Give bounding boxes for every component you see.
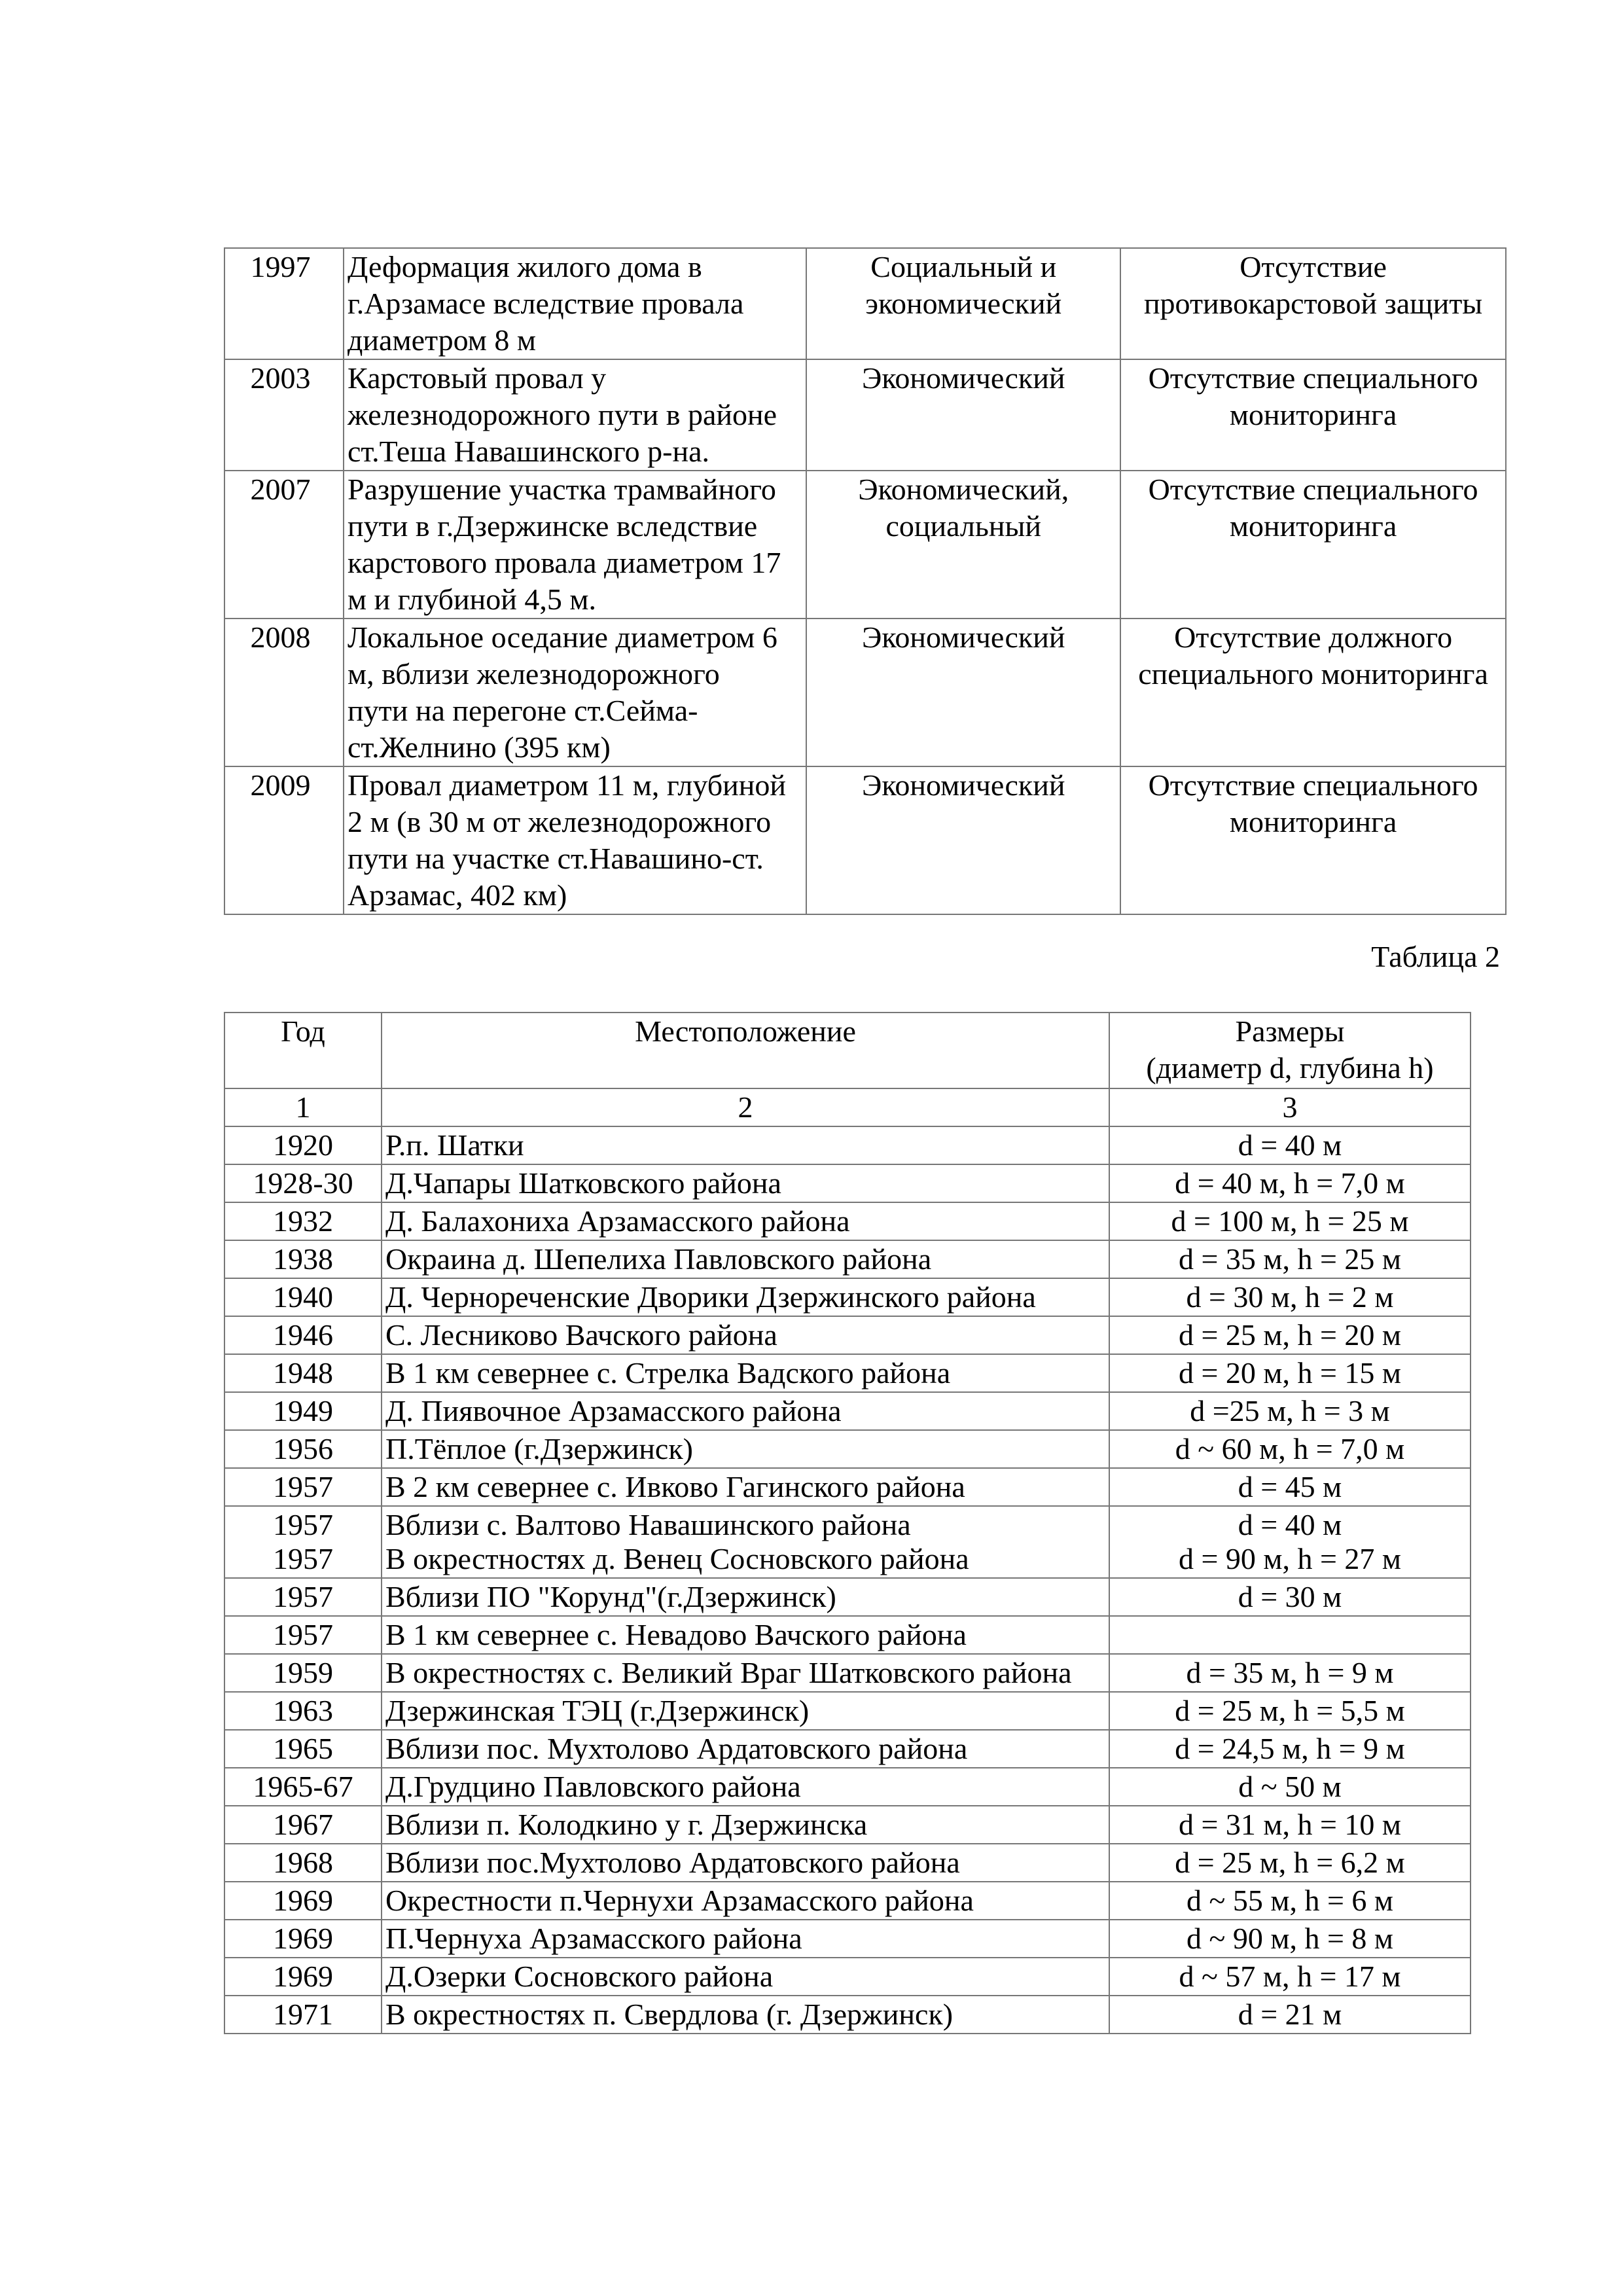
sinkhole-size: d ~ 90 м, h = 8 м [1109, 1920, 1471, 1958]
column-number: 3 [1109, 1088, 1471, 1126]
sinkhole-size: d = 35 м, h = 9 м [1109, 1654, 1471, 1692]
sinkhole-location: Вблизи ПО "Корунд"(г.Дзержинск) [382, 1578, 1109, 1616]
sinkhole-year: 1969 [224, 1920, 382, 1958]
sinkhole-size: d = 25 м, h = 6,2 м [1109, 1844, 1471, 1882]
sinkhole-location: Дзержинская ТЭЦ (г.Дзержинск) [382, 1692, 1109, 1730]
incident-damage-type: Социальный и экономический [806, 248, 1120, 359]
sinkhole-location: Вблизи пос.Мухтолово Ардатовского района [382, 1844, 1109, 1882]
sinkhole-location: Д.Чапары Шатковского района [382, 1164, 1109, 1202]
sinkhole-location: П.Чернуха Арзамасского района [382, 1920, 1109, 1958]
sinkhole-size: d = 30 м [1109, 1578, 1471, 1616]
sinkhole-row [224, 1354, 1471, 1392]
sinkhole-year: 1969 [224, 1958, 382, 1996]
sinkhole-row [224, 1578, 1471, 1616]
incident-description: Деформация жилого дома в г.Арзамасе вследствие провала диаметром 8 м [344, 248, 806, 359]
incident-year: 2007 [224, 471, 344, 619]
sinkhole-year: 1956 [224, 1430, 382, 1468]
incident-cause: Отсутствие специального мониторинга [1120, 359, 1506, 471]
sinkhole-size: d = 25 м, h = 5,5 м [1109, 1692, 1471, 1730]
sinkhole-location: Вблизи с. Валтово Навашинского района В окрестностях д. Венец Сосновского района [382, 1506, 1109, 1578]
header-year: Год [224, 1013, 382, 1088]
sinkhole-year: 1957 [224, 1616, 382, 1654]
incident-cause: Отсутствие специального мониторинга [1120, 766, 1506, 914]
sinkhole-location: В 1 км севернее с. Стрелка Вадского района [382, 1354, 1109, 1392]
sinkhole-location: Р.п. Шатки [382, 1126, 1109, 1164]
sinkhole-year: 1963 [224, 1692, 382, 1730]
incident-cause: Отсутствие противокарстовой защиты [1120, 248, 1506, 359]
incident-description: Провал диаметром 11 м, глубиной 2 м (в 30 м от железнодорожного пути на участке ст.Навашино-ст. Арзамас, 402 км) [344, 766, 806, 914]
sinkhole-size: d = 40 м, h = 7,0 м [1109, 1164, 1471, 1202]
sinkhole-row [224, 1730, 1471, 1768]
sinkhole-size: d = 24,5 м, h = 9 м [1109, 1730, 1471, 1768]
sinkhole-row [224, 1278, 1471, 1316]
sinkhole-row [224, 1392, 1471, 1430]
incident-year: 2003 [224, 359, 344, 471]
incident-year: 1997 [224, 248, 344, 359]
sinkhole-row [224, 1202, 1471, 1240]
incident-damage-type: Экономический [806, 359, 1120, 471]
sinkhole-year: 1971 [224, 1996, 382, 2034]
incident-year: 2008 [224, 619, 344, 766]
sinkhole-location: Вблизи п. Колодкино у г. Дзержинска [382, 1806, 1109, 1844]
sinkhole-year: 1967 [224, 1806, 382, 1844]
sinkhole-year: 1946 [224, 1316, 382, 1354]
sinkhole-location: Вблизи пос. Мухтолово Ардатовского района [382, 1730, 1109, 1768]
sinkhole-row [224, 1806, 1471, 1844]
incident-damage-type: Экономический [806, 619, 1120, 766]
sinkhole-location: Окраина д. Шепелиха Павловского района [382, 1240, 1109, 1278]
sinkhole-size: d = 20 м, h = 15 м [1109, 1354, 1471, 1392]
incident-row [224, 471, 1506, 619]
sinkhole-year: 1957 [224, 1468, 382, 1506]
header-size: Размеры (диаметр d, глубина h) [1109, 1013, 1471, 1088]
sinkhole-size: d = 100 м, h = 25 м [1109, 1202, 1471, 1240]
sinkhole-location: В окрестностях п. Свердлова (г. Дзержинск) [382, 1996, 1109, 2034]
sinkhole-location: Д. Чернореченские Дворики Дзержинского района [382, 1278, 1109, 1316]
sinkhole-row [224, 1316, 1471, 1354]
sinkhole-row [224, 1126, 1471, 1164]
sinkhole-size: d = 45 м [1109, 1468, 1471, 1506]
incident-row [224, 619, 1506, 766]
sinkhole-row [224, 1468, 1471, 1506]
sinkhole-location: Д. Пиявочное Арзамасского района [382, 1392, 1109, 1430]
incident-row [224, 359, 1506, 471]
sinkhole-location: В 2 км севернее с. Ивково Гагинского района [382, 1468, 1109, 1506]
sinkhole-location: Д. Балахониха Арзамасского района [382, 1202, 1109, 1240]
sinkhole-size [1109, 1616, 1471, 1654]
sinkhole-year: 1957 1957 [224, 1506, 382, 1578]
sinkhole-year: 1938 [224, 1240, 382, 1278]
table-caption: Таблица 2 [1371, 940, 1500, 973]
sinkhole-year: 1932 [224, 1202, 382, 1240]
incidents-table-body [224, 248, 1506, 914]
sinkhole-size: d ~ 50 м [1109, 1768, 1471, 1806]
header-location: Местоположение [382, 1013, 1109, 1088]
sinkholes-table [224, 1012, 1471, 2034]
sinkhole-row [224, 1920, 1471, 1958]
column-number: 2 [382, 1088, 1109, 1126]
incident-year: 2009 [224, 766, 344, 914]
incident-damage-type: Экономический, социальный [806, 471, 1120, 619]
sinkhole-year: 1928-30 [224, 1164, 382, 1202]
incident-row [224, 248, 1506, 359]
sinkhole-size: d = 40 м [1109, 1126, 1471, 1164]
sinkhole-row [224, 1164, 1471, 1202]
sinkhole-row [224, 1996, 1471, 2034]
sinkhole-size: d = 25 м, h = 20 м [1109, 1316, 1471, 1354]
incident-cause: Отсутствие должного специального мониторинга [1120, 619, 1506, 766]
sinkhole-row [224, 1958, 1471, 1996]
sinkhole-year: 1948 [224, 1354, 382, 1392]
sinkhole-row [224, 1692, 1471, 1730]
sinkhole-location: Д.Озерки Сосновского района [382, 1958, 1109, 1996]
sinkhole-row [224, 1882, 1471, 1920]
sinkhole-row [224, 1616, 1471, 1654]
sinkhole-year: 1968 [224, 1844, 382, 1882]
incident-description: Разрушение участка трамвайного пути в г.Дзержинске вследствие карстового провала диаметром 17 м и глубиной 4,5 м. [344, 471, 806, 619]
column-number-row [224, 1088, 1471, 1126]
sinkhole-year: 1949 [224, 1392, 382, 1430]
sinkhole-size: d = 30 м, h = 2 м [1109, 1278, 1471, 1316]
sinkhole-location: Д.Грудцино Павловского района [382, 1768, 1109, 1806]
sinkhole-size: d ~ 60 м, h = 7,0 м [1109, 1430, 1471, 1468]
sinkhole-location: Окрестности п.Чернухи Арзамасского района [382, 1882, 1109, 1920]
sinkhole-year: 1965 [224, 1730, 382, 1768]
sinkholes-table-body [224, 1013, 1471, 2034]
incidents-table [224, 247, 1507, 915]
sinkhole-year: 1969 [224, 1882, 382, 1920]
sinkhole-size: d = 35 м, h = 25 м [1109, 1240, 1471, 1278]
incident-description: Локальное оседание диаметром 6 м, вблизи железнодорожного пути на перегоне ст.Сейма- ст.Желнино (395 км) [344, 619, 806, 766]
sinkhole-year: 1957 [224, 1578, 382, 1616]
header-row [224, 1013, 1471, 1088]
sinkhole-row [224, 1430, 1471, 1468]
sinkhole-size: d =25 м, h = 3 м [1109, 1392, 1471, 1430]
incident-cause: Отсутствие специального мониторинга [1120, 471, 1506, 619]
sinkhole-row [224, 1844, 1471, 1882]
sinkhole-size: d = 21 м [1109, 1996, 1471, 2034]
sinkhole-size: d = 31 м, h = 10 м [1109, 1806, 1471, 1844]
sinkhole-size: d ~ 57 м, h = 17 м [1109, 1958, 1471, 1996]
incident-description: Карстовый провал у железнодорожного пути в районе ст.Теша Навашинского р-на. [344, 359, 806, 471]
sinkhole-year: 1965-67 [224, 1768, 382, 1806]
column-number: 1 [224, 1088, 382, 1126]
sinkhole-location: В окрестностях с. Великий Враг Шатковского района [382, 1654, 1109, 1692]
sinkhole-row [224, 1240, 1471, 1278]
sinkhole-row [224, 1768, 1471, 1806]
sinkhole-size: d = 40 м d = 90 м, h = 27 м [1109, 1506, 1471, 1578]
sinkhole-year: 1940 [224, 1278, 382, 1316]
sinkhole-row [224, 1654, 1471, 1692]
sinkhole-location: С. Лесниково Вачского района [382, 1316, 1109, 1354]
incident-row [224, 766, 1506, 914]
incident-damage-type: Экономический [806, 766, 1120, 914]
sinkhole-row [224, 1506, 1471, 1578]
sinkhole-size: d ~ 55 м, h = 6 м [1109, 1882, 1471, 1920]
sinkhole-location: П.Тёплое (г.Дзержинск) [382, 1430, 1109, 1468]
sinkhole-location: В 1 км севернее с. Невадово Вачского района [382, 1616, 1109, 1654]
sinkhole-year: 1959 [224, 1654, 382, 1692]
sinkhole-year: 1920 [224, 1126, 382, 1164]
